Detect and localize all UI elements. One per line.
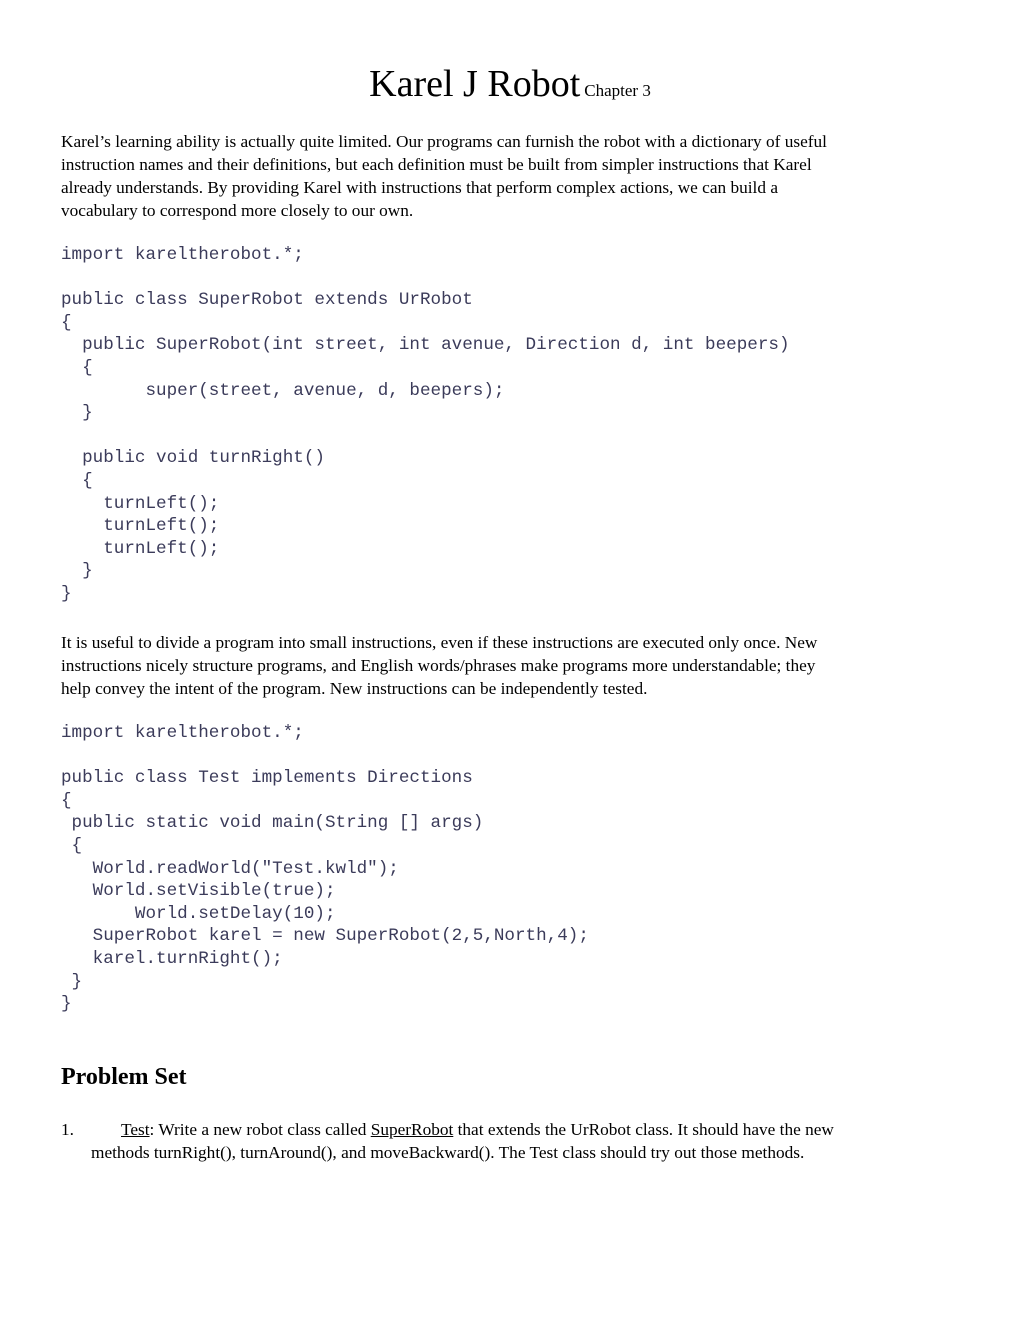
problem-text-b: that extends the UrRobot class. It should have the new: [453, 1120, 834, 1139]
problem-text-a: : Write a new robot class called: [149, 1120, 371, 1139]
problem-text-line2: methods turnRight(), turnAround(), and moveBackward(). The Test class should try out those methods.: [91, 1143, 805, 1162]
middle-line: It is useful to divide a program into small instructions, even if these instructions are executed only once. New: [61, 633, 818, 652]
intro-paragraph: [61, 130, 961, 222]
superrobot-code-block: import kareltherobot.*; public class SuperRobot extends UrRobot { public SuperRobot(int street, int avenue, Direction d, int beepers) { super(street, avenue, d, beepers); } public void turnRight() { turnLeft(); turnLeft(); turnLeft(); } }: [61, 245, 790, 604]
intro-line: instruction names and their definitions, but each definition must be built from simpler instructions that Karel: [61, 155, 812, 174]
problem-class-name: SuperRobot: [370, 1120, 454, 1139]
middle-line: help convey the intent of the program. New instructions can be independently tested.: [61, 679, 648, 698]
intro-line: vocabulary to correspond more closely to our own.: [61, 201, 414, 220]
problem-label: Test: [121, 1120, 150, 1139]
intro-line: already understands. By providing Karel with instructions that perform complex actions, we can build a: [61, 178, 778, 197]
intro-line: Karel’s learning ability is actually quite limited. Our programs can furnish the robot with a dictionary of useful: [61, 132, 827, 151]
page-title: [0, 62, 1020, 106]
middle-paragraph: [61, 631, 961, 700]
problem-item: [61, 1118, 961, 1164]
problem-set-heading: Problem Set: [61, 1064, 187, 1090]
title-chapter: Chapter 3: [584, 81, 651, 100]
problem-number: 1.: [61, 1120, 74, 1139]
middle-line: instructions nicely structure programs, and English words/phrases make programs more understandable; they: [61, 656, 816, 675]
title-main: Karel J Robot: [369, 63, 581, 105]
test-code-block: import kareltherobot.*; public class Test implements Directions { public static void main(String [] args) { World.readWorld("Test.kwld"); World.setVisible(true); World.setDelay(10); SuperRobot karel = new SuperRobot(2,5,North,4); karel.turnRight(); } }: [61, 723, 589, 1015]
